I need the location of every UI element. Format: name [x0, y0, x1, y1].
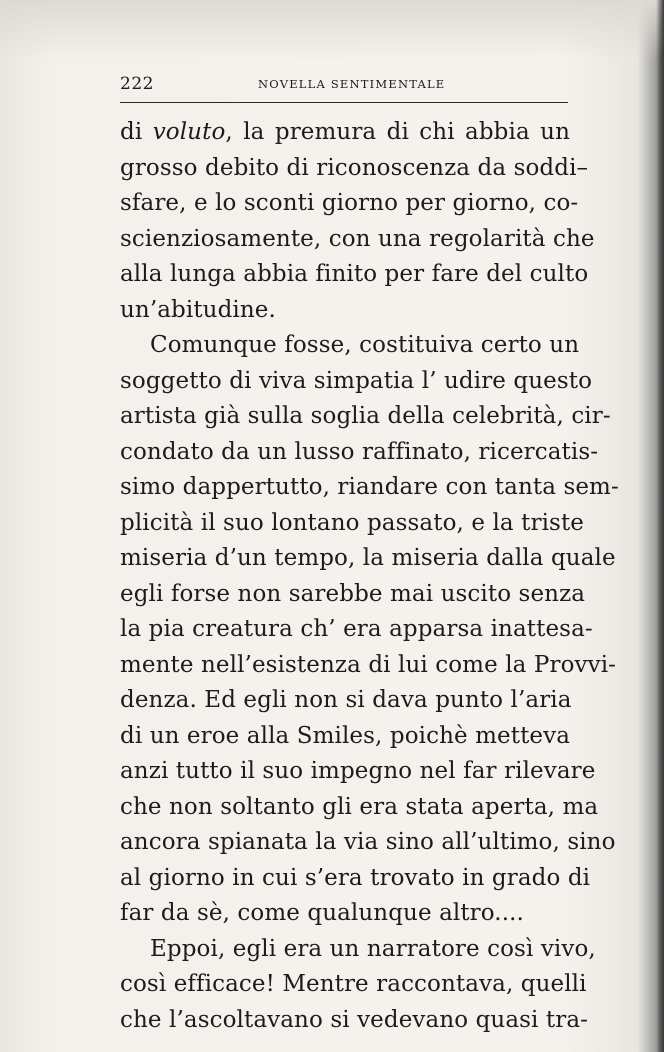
running-title: NOVELLA SENTIMENTALE	[258, 77, 446, 91]
text-line: così efficace! Mentre raccontava, quelli	[120, 971, 587, 997]
page-header	[118, 74, 570, 96]
text-line: simo dappertutto, riandare con tanta sem-	[120, 474, 619, 500]
text-line: soggetto di viva simpatia l’ udire questo	[120, 367, 593, 394]
italic-word: voluto	[152, 119, 226, 145]
text-line: che l’ascoltavano si vedevano quasi tra-	[120, 1006, 589, 1033]
text-line: sfare, e lo sconti giorno per giorno, co-	[120, 190, 579, 216]
text-line: condato da un lusso raffinato, ricercatis-	[120, 438, 599, 465]
paragraph-end-line: un’abitudine.	[120, 296, 276, 323]
text-line: mente nell’esistenza di lui come la Provvi-	[120, 651, 617, 678]
text-line: egli forse non sarebbe mai uscito senza	[120, 580, 586, 607]
page-top-shadow	[0, 0, 664, 60]
text-line: miseria d’un tempo, la miseria dalla quale	[120, 545, 616, 571]
text-line: denza. Ed egli non si dava punto l’aria	[120, 687, 572, 713]
text-line: al giorno in cui s’era trovato in grado di	[120, 864, 591, 891]
text-line: che non soltanto gli era stata aperta, ma	[120, 793, 599, 820]
text-line: la pia creatura ch’ era apparsa inattesa-	[120, 616, 593, 642]
text-line: ancora spianata la via sino all’ultimo, sino	[120, 829, 616, 855]
text-line: di voluto, la premura di chi abbia un	[120, 119, 570, 145]
text-line: grosso debito di riconoscenza da soddi–	[120, 154, 589, 181]
paragraph-start-line: Eppoi, egli era un narratore così vivo,	[150, 935, 596, 962]
text-line: artista già sulla soglia della celebrità, cir-	[120, 403, 611, 429]
page-number: 222	[120, 74, 154, 94]
text-line: alla lunga abbia finito per fare del culto	[120, 261, 589, 287]
text-line: di un eroe alla Smiles, poichè metteva	[120, 722, 571, 749]
paragraph-start-line: Comunque fosse, costituiva certo un	[150, 332, 580, 358]
paragraph-end-line: far da sè, come qualunque altro....	[120, 900, 524, 926]
page-gutter-edge	[656, 0, 664, 1052]
text-line: anzi tutto il suo impegno nel far rilevare	[120, 758, 596, 784]
header-rule	[120, 102, 568, 103]
body-text	[120, 115, 619, 1038]
text-line: plicità il suo lontano passato, e la triste	[120, 509, 584, 536]
text-line: scienziosamente, con una regolarità che	[120, 225, 595, 252]
